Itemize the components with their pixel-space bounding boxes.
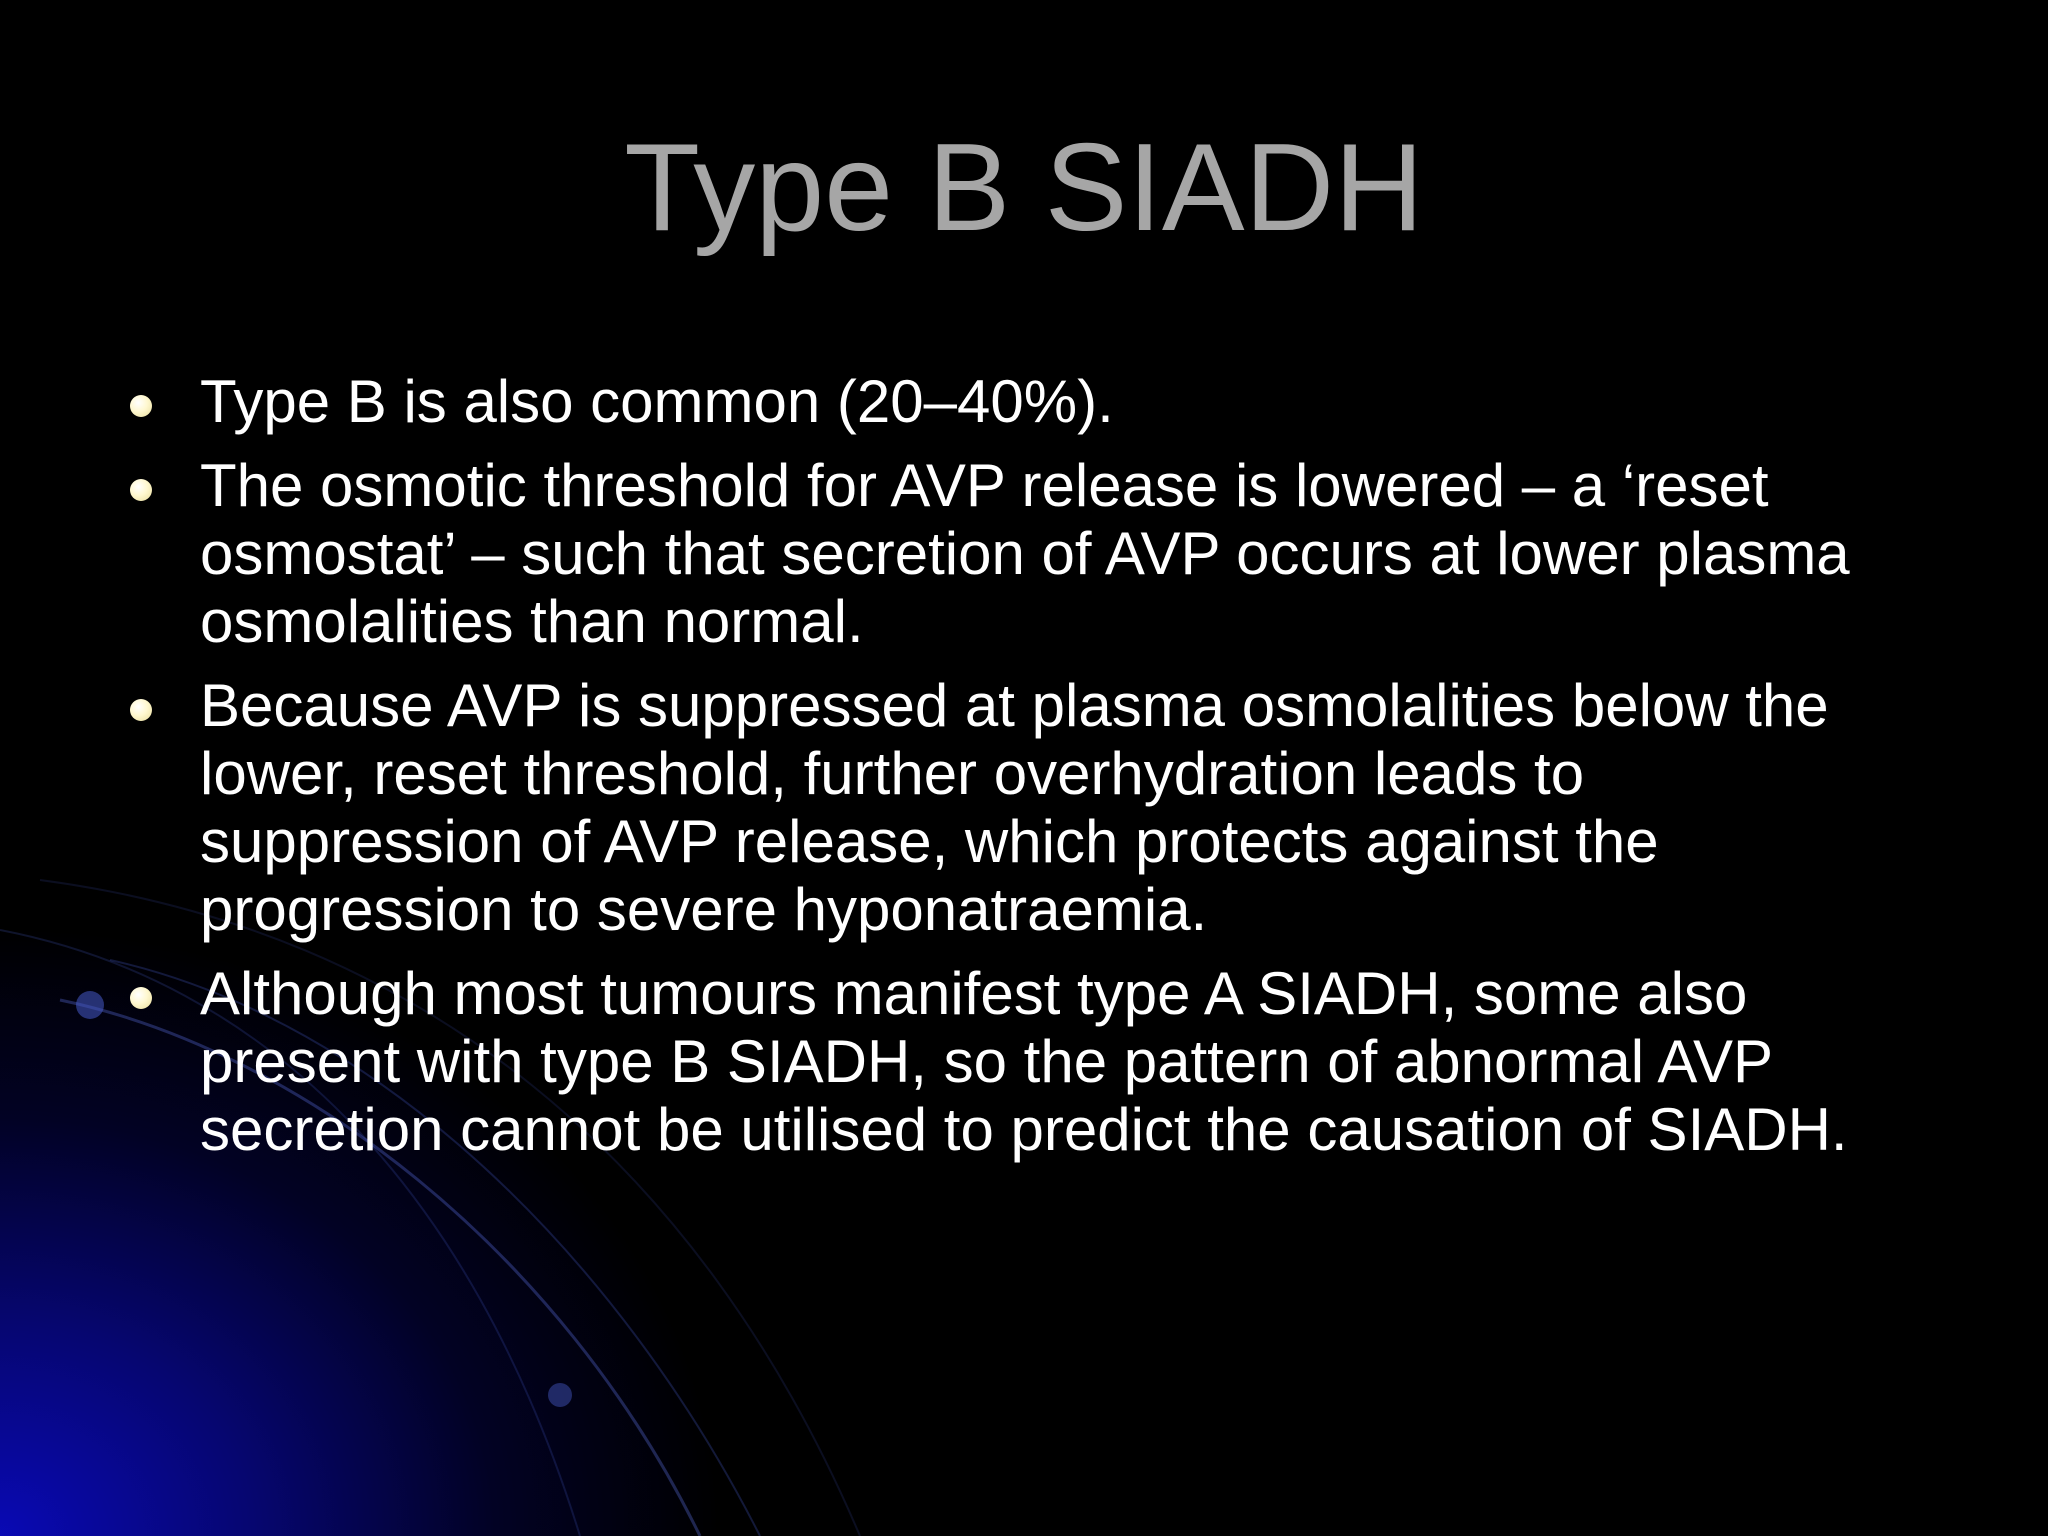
bullet-item xyxy=(200,452,1920,656)
bullet-dot-icon xyxy=(130,479,152,501)
bullet-text: Type B is also common (20–40%). xyxy=(200,368,1114,435)
bullet-text: The osmotic threshold for AVP release is lowered – a ‘reset osmostat’ – such that secretion of AVP occurs at lower plasma osmolalities than normal. xyxy=(200,452,1850,655)
bullet-item xyxy=(200,368,1920,436)
bullet-dot-icon xyxy=(130,699,152,721)
bullet-text: Because AVP is suppressed at plasma osmolalities below the lower, reset threshold, further overhydration leads to suppression of AVP release, which protects against the progression to severe hyponatraemia. xyxy=(200,672,1829,943)
bullet-item xyxy=(200,960,1920,1164)
bullet-item xyxy=(200,672,1920,944)
bullet-dot-icon xyxy=(130,987,152,1009)
bullet-text: Although most tumours manifest type A SIADH, some also present with type B SIADH, so the pattern of abnormal AVP secretion cannot be utilised to predict the causation of SIADH. xyxy=(200,960,1848,1163)
bullet-dot-icon xyxy=(130,395,152,417)
slide-title: Type B SIADH xyxy=(624,119,1424,257)
bullet-list xyxy=(200,368,1920,1180)
